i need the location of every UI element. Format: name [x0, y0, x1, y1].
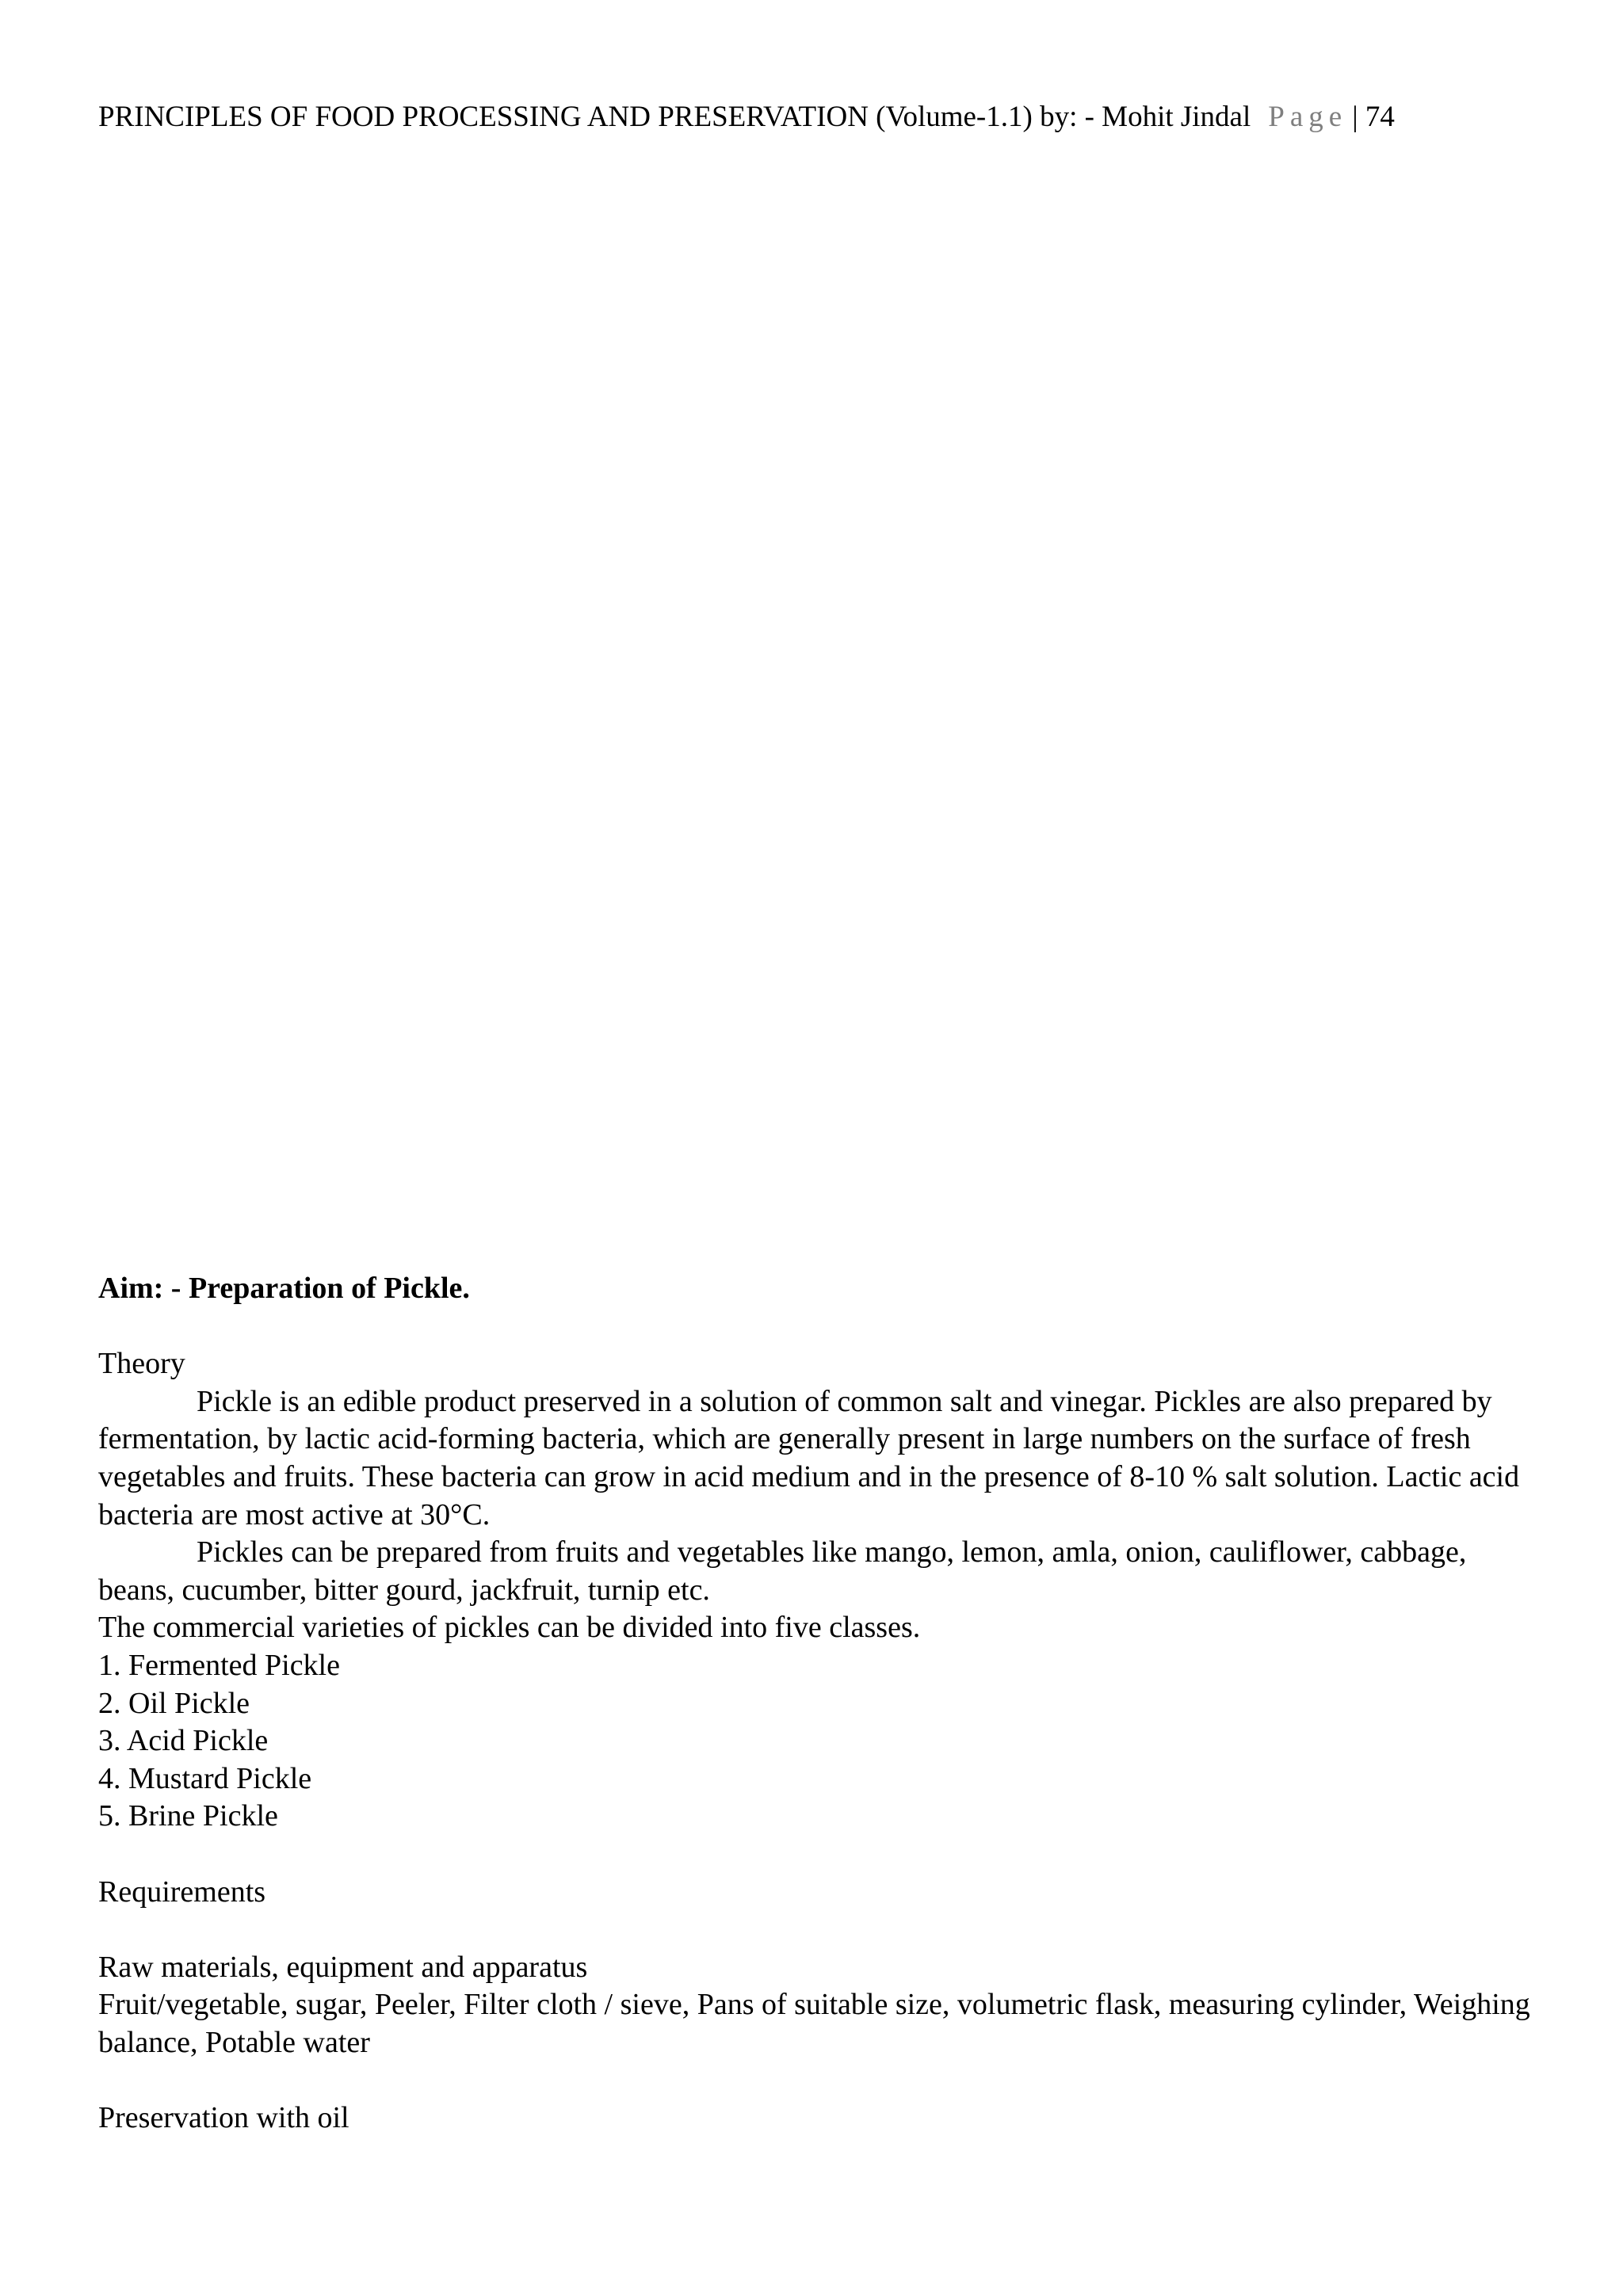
pickle-classes-list: [98, 1647, 1541, 1836]
spacer: [98, 2061, 1541, 2100]
theory-paragraph-2: Pickles can be prepared from fruits and vegetables like mango, lemon, amla, onion, cauliflower, cabbage, beans, cucumber, bitter gourd, jackfruit, turnip etc.: [98, 1535, 1467, 1607]
theory-paragraph-1: Pickle is an edible product preserved in a solution of common salt and vinegar. Pickles are also prepared by fermentation, by lactic acid-forming bacteria, which are generally present in large numbers on the surface of fresh vegetables and fruits. These bacteria can grow in acid medium and in the presence of 8-10 % salt solution. Lactic acid bacteria are most active at 30°C.: [98, 1384, 1520, 1531]
page-number: 74: [1365, 101, 1395, 133]
page-header: [98, 98, 1395, 136]
classes-intro: The commercial varieties of pickles can be divided into five classes.: [98, 1611, 921, 1645]
header-title: PRINCIPLES OF FOOD PROCESSING AND PRESERVATION (Volume-1.1) by: - Mohit Jindal: [98, 101, 1251, 133]
list-item: 5. Brine Pickle: [98, 1799, 278, 1833]
document-body: [98, 1270, 1541, 2138]
requirements-items: Fruit/vegetable, sugar, Peeler, Filter cloth / sieve, Pans of suitable size, volumetric flask, measuring cylinder, Weighing balance, Potable water: [98, 1988, 1530, 2059]
spacer: [98, 1836, 1541, 1874]
requirements-heading: Requirements: [98, 1875, 266, 1909]
page-separator: |: [1352, 101, 1358, 133]
aim-heading: Aim: - Preparation of Pickle.: [98, 1272, 470, 1305]
list-item: 1. Fermented Pickle: [98, 1648, 340, 1682]
list-item: 3. Acid Pickle: [98, 1724, 269, 1758]
theory-heading: Theory: [98, 1347, 185, 1381]
requirements-subheading: Raw materials, equipment and apparatus: [98, 1950, 588, 1984]
list-item: 2. Oil Pickle: [98, 1686, 250, 1720]
page-label: Page: [1268, 101, 1348, 133]
spacer: [98, 1911, 1541, 1949]
list-item: 4. Mustard Pickle: [98, 1761, 312, 1795]
preservation-heading: Preservation with oil: [98, 2101, 349, 2135]
spacer: [98, 1308, 1541, 1346]
